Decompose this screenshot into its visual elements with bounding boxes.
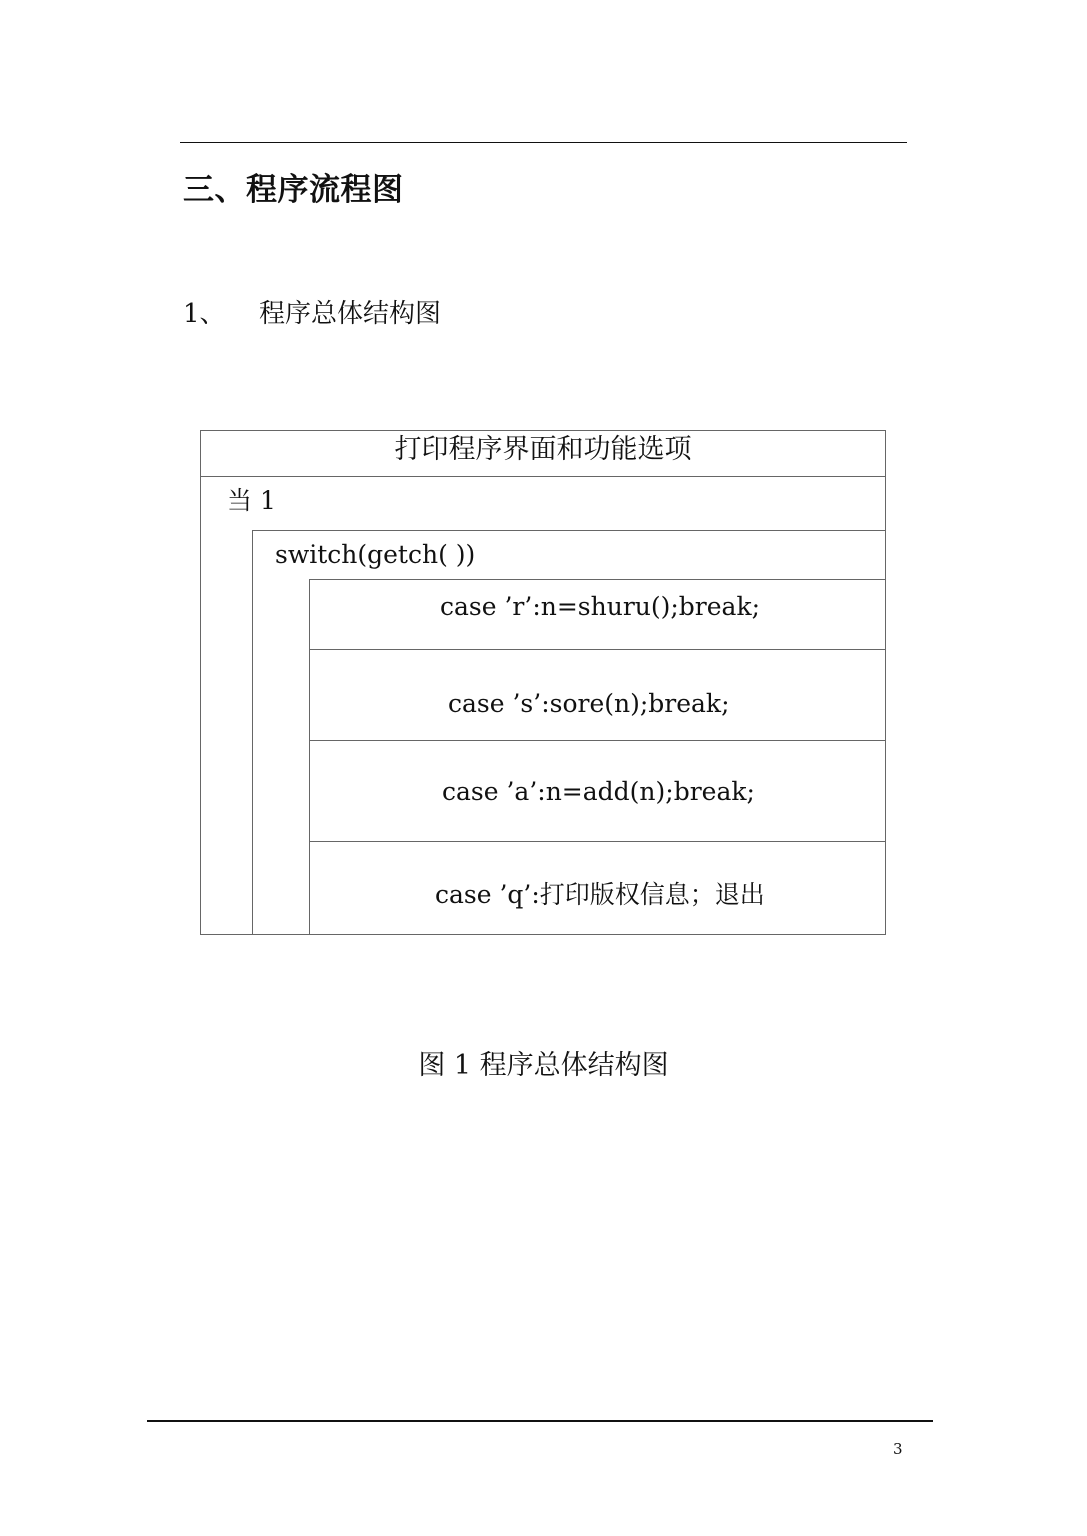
switch-body-top <box>309 579 886 580</box>
case-s: case ’s’:sore(n);break; <box>448 689 730 718</box>
diagram-border-right <box>885 430 886 935</box>
switch-label: switch(getch( )) <box>275 540 476 569</box>
loop-body-left <box>252 530 253 935</box>
ns-structure-diagram <box>200 430 886 935</box>
loop-condition: 当 1 <box>227 486 276 515</box>
case-a: case ’a’:n=add(n);break; <box>442 777 755 806</box>
diagram-border-left <box>200 430 201 935</box>
top-block-divider <box>200 476 886 477</box>
case-divider-3 <box>309 841 886 842</box>
subsection-number: 1、 <box>183 299 226 329</box>
subsection-title: 程序总体结构图 <box>259 299 442 329</box>
loop-body-top <box>252 530 886 531</box>
case-q: case ’q’:打印版权信息；退出 <box>435 880 765 909</box>
diagram-border-top <box>200 430 886 431</box>
subsection-heading <box>183 293 441 330</box>
section-title: 三、程序流程图 <box>183 172 404 208</box>
top-block-text: 打印程序界面和功能选项 <box>394 434 692 465</box>
footer-rule <box>147 1420 933 1422</box>
switch-body-left <box>309 579 310 935</box>
header-rule <box>180 142 907 143</box>
diagram-border-bottom <box>200 934 886 935</box>
case-divider-1 <box>309 649 886 650</box>
case-r: case ’r’:n=shuru();break; <box>440 592 761 621</box>
case-divider-2 <box>309 740 886 741</box>
figure-caption: 图 1 程序总体结构图 <box>418 1050 669 1081</box>
page-number: 3 <box>893 1440 903 1458</box>
